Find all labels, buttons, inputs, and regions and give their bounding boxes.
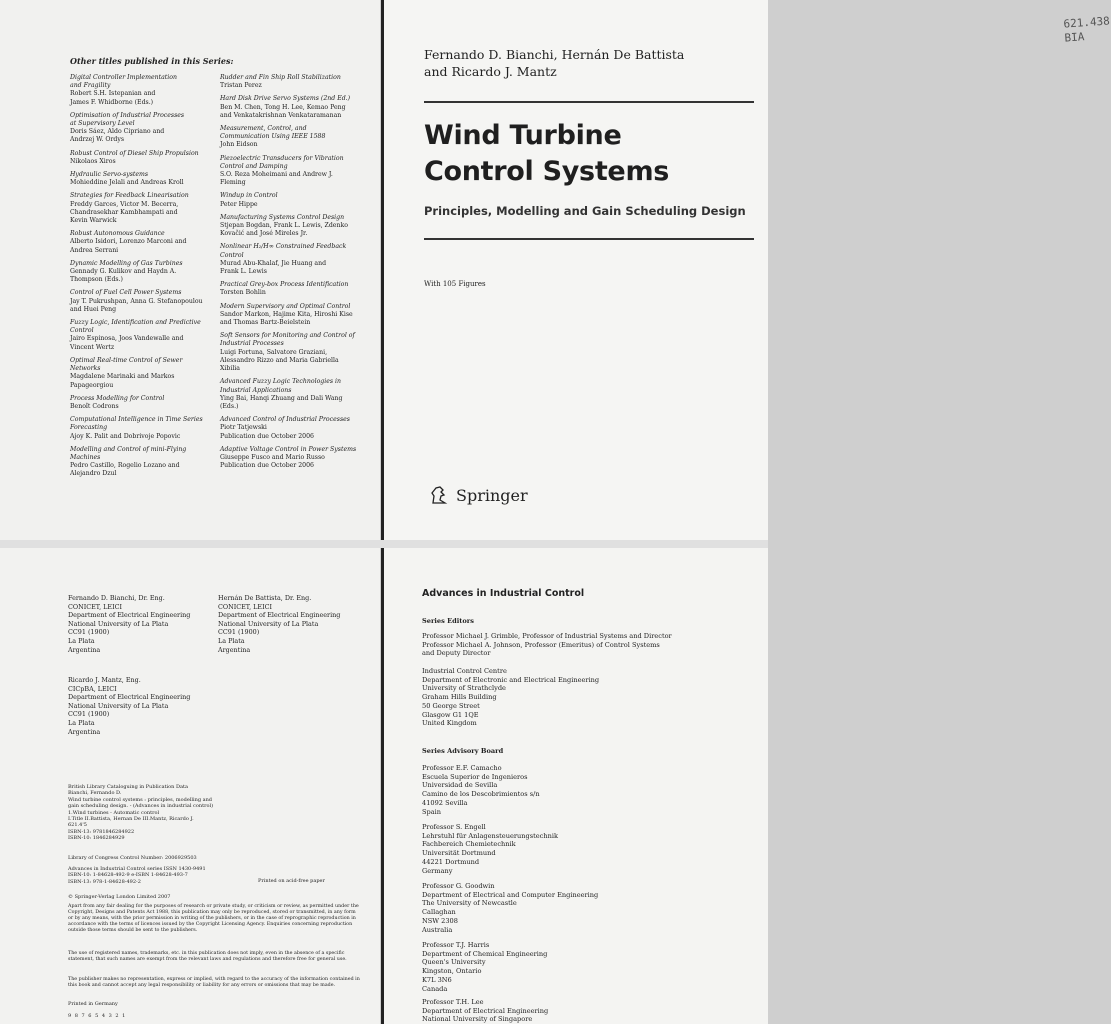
series-title-entry	[70, 357, 220, 390]
cip-line: 1.Wind turbines - Automatic control	[68, 809, 160, 816]
series-book-title: Soft Sensors for Monitoring and Control of	[220, 332, 355, 340]
address-line: Germany	[422, 866, 453, 875]
address-line: Professor S. Engell	[422, 823, 486, 831]
series-title-entry	[220, 125, 370, 150]
series-book-authors: Ajoy K. Palit and Dobrivoje Popovic	[70, 432, 181, 440]
series-book-title: Modelling and Control of mini-Flying	[70, 445, 187, 453]
series-editors-heading: Series Editors	[422, 617, 474, 625]
address-line: Glasgow G1 1QE	[422, 710, 479, 719]
legal-paragraph: The publisher makes no representation, express or implied, with regard to the accuracy of the information contained in this book and cannot accept any legal responsibility or liability for any errors or omissions that may be made.	[68, 977, 360, 988]
editor-line: Professor Michael J. Grimble, Professor of Industrial Systems and Director	[422, 632, 672, 640]
series-book-authors: Mohieddine Jelali and Andreas Kroll	[70, 179, 184, 187]
printed-in: Printed in Germany	[68, 1001, 118, 1007]
series-column-right	[220, 74, 370, 475]
series-title-entry	[70, 171, 220, 187]
cip-line: ISBN-10: 1846284929	[68, 835, 125, 842]
address-line: Ricardo J. Mantz, Eng.	[68, 676, 141, 684]
title-line: Control Systems	[424, 156, 670, 187]
series-book-authors: Ben M. Chen, Tong H. Lee, Kemao Peng	[220, 103, 346, 111]
address-line: CONICET, LEICI	[218, 602, 273, 611]
series-book-authors: and Thomas Bartz-Beielstein	[220, 319, 311, 327]
cip-line: gain scheduling design. - (Advances in industrial control)	[68, 803, 214, 810]
lc-control-number: Library of Congress Control Number: 2006929503	[68, 855, 197, 861]
figures-note: With 105 Figures	[424, 280, 486, 288]
series-title-entry	[70, 192, 220, 225]
address-line: Department of Electronic and Electrical Engineering	[422, 675, 600, 684]
series-book-title: Hard Disk Drive Servo Systems (2nd Ed.)	[220, 95, 351, 103]
address-line: La Plata	[68, 718, 95, 727]
editor-line: Professor Michael A. Johnson, Professor (Emeritus) of Control Systems	[422, 640, 660, 649]
series-book-authors: Gennady G. Kulikov and Haydn A.	[70, 268, 177, 276]
title-rule-bottom	[424, 238, 754, 240]
series-title-entry	[220, 243, 370, 276]
series-editors-list	[422, 632, 742, 658]
address-line: University of Strathclyde	[422, 684, 506, 693]
series-book-title: Dynamic Modelling of Gas Turbines	[70, 259, 183, 267]
series-book-authors: Benoît Codrons	[70, 402, 119, 410]
series-book-authors: Fleming	[220, 179, 246, 187]
series-title-entry	[70, 319, 220, 352]
series-title-entry	[220, 155, 370, 188]
address-line: Professor T.J. Harris	[422, 941, 490, 949]
series-book-title: Networks	[70, 365, 101, 373]
series-book-authors: Jay T. Pukrushpan, Anna G. Stefanopoulou	[70, 297, 203, 305]
series-book-authors: Chandrasekhar Kambhampati and	[70, 208, 178, 216]
advisory-board-heading: Series Advisory Board	[422, 747, 504, 755]
springer-knight-icon	[428, 484, 450, 506]
address-line: CONICET, LEICI	[68, 602, 123, 611]
address-line: Department of Electrical Engineering	[218, 611, 341, 620]
author-address-bianchi	[68, 594, 213, 654]
series-heading: Other titles published in this Series:	[70, 56, 234, 66]
series-book-title: Control and Damping	[220, 162, 288, 170]
series-book-authors: Kevin Warwick	[70, 217, 117, 225]
series-list-page	[0, 0, 380, 540]
address-line: National University of La Plata	[218, 619, 319, 628]
address-line: Argentina	[218, 645, 251, 654]
series-title-entry	[70, 416, 220, 441]
board-member	[422, 941, 742, 993]
series-book-title: Optimal Real-time Control of Sewer	[70, 356, 183, 364]
address-line: Universidad de Sevilla	[422, 781, 498, 790]
series-book-title: Advanced Fuzzy Logic Technologies in	[220, 378, 341, 386]
series-book-title: Manufacturing Systems Control Design	[220, 213, 345, 221]
series-book-title: Rudder and Fin Ship Roll Stabilization	[220, 74, 341, 81]
address-line: National University of La Plata	[68, 619, 169, 628]
shelfmark-line: BIA	[1064, 30, 1085, 45]
series-book-authors: Alejandro Dzul	[70, 470, 117, 478]
series-book-authors: Murad Abu-Khalaf, Jie Huang and	[220, 259, 327, 267]
series-title-entry	[220, 446, 370, 471]
address-line: La Plata	[218, 636, 245, 645]
copyright-line: © Springer-Verlag London Limited 2007	[68, 894, 171, 900]
series-book-title: at Supervisory Level	[70, 120, 135, 128]
series-title-entry	[70, 395, 220, 411]
series-book-authors: Peter Hippe	[220, 200, 258, 208]
address-line: Department of Electrical Engineering	[422, 1006, 549, 1015]
series-title-entry	[220, 332, 370, 373]
series-book-title: Robust Autonomous Guidance	[70, 230, 165, 238]
series-book-title: Modern Supervisory and Optimal Control	[220, 302, 351, 310]
series-title-entry	[220, 214, 370, 239]
address-line: NSW 2308	[422, 916, 458, 925]
address-line: La Plata	[68, 636, 95, 645]
address-line: Kingston, Ontario	[422, 967, 482, 976]
series-book-title: Control of Fuel Cell Power Systems	[70, 289, 182, 297]
series-book-title: Fuzzy Logic, Identification and Predictive	[70, 319, 201, 327]
address-line: Hernán De Battista, Dr. Eng.	[218, 594, 312, 602]
series-title-entry	[70, 230, 220, 255]
series-book-authors: Giuseppe Fusco and Mario Russo	[220, 453, 325, 461]
address-line: Graham Hills Building	[422, 693, 497, 702]
series-book-title: Computational Intelligence in Time Series	[70, 416, 203, 424]
series-book-title: Control	[220, 251, 244, 259]
series-book-authors: Andrea Serrani	[70, 246, 119, 254]
series-book-authors: Papageorgiou	[70, 381, 114, 389]
series-title-entry	[220, 281, 370, 297]
address-line: 44221 Dortmund	[422, 857, 480, 866]
series-book-authors: Freddy Garces, Victor M. Becerra,	[70, 200, 179, 208]
address-line: Spain	[422, 807, 442, 816]
series-name-heading: Advances in Industrial Control	[422, 588, 585, 599]
scan-separator	[0, 540, 768, 548]
series-book-authors: Nikolaos Xiros	[70, 157, 116, 165]
address-line: 41092 Sevilla	[422, 798, 468, 807]
series-title-entry	[220, 192, 370, 208]
series-book-title: Hydraulic Servo-systems	[70, 171, 149, 179]
address-line: Escuela Superior de Ingenieros	[422, 772, 528, 781]
series-book-authors: Torsten Bohlin	[220, 289, 266, 297]
address-line: United Kingdom	[422, 719, 477, 728]
series-title-entry	[220, 95, 370, 120]
series-book-title: Windup in Control	[220, 192, 278, 200]
series-book-authors: Ying Bai, Hanqi Zhuang and Dali Wang	[220, 394, 343, 402]
series-book-authors: Andrzej W. Ordys	[70, 136, 125, 144]
legal-paragraph: Apart from any fair dealing for the purposes of research or private study, or criticism or review, as permitted under the Copyright, Designs and Patents Act 1988, this publication may only be reproduced, stored or transmitted, in any form or by any means, with the prior permission in writing of the publishers, or in the case of reprographic reproduction in accordance with the terms of licences issued by the Copyright Licensing Agency. Enquiries concerning reproduction outside those terms should be sent to the publishers.	[68, 904, 359, 933]
cip-line: ISBN-13: 9781846284922	[68, 828, 135, 835]
board-member	[422, 764, 742, 816]
print-run: 9 8 7 6 5 4 3 2 1	[68, 1013, 127, 1019]
series-book-title: Control	[70, 327, 94, 335]
address-line: Professor E.F. Camacho	[422, 764, 502, 772]
book-title	[424, 118, 764, 190]
cip-line: British Library Cataloguing in Publication Data	[68, 784, 188, 790]
series-isbn-block	[68, 866, 218, 885]
series-book-authors: Thompson (Eds.)	[70, 276, 123, 284]
series-book-title: Measurement, Control, and	[220, 125, 307, 133]
series-book-authors: Publication due October 2006	[220, 432, 314, 440]
address-line: Fernando D. Bianchi, Dr. Eng.	[68, 594, 165, 602]
series-book-title: Industrial Applications	[220, 386, 292, 394]
title-rule-top	[424, 101, 754, 103]
series-column-left	[70, 74, 220, 484]
board-member	[422, 998, 742, 1024]
series-book-title: Industrial Processes	[220, 340, 284, 348]
series-title-entry	[220, 416, 370, 441]
board-member	[422, 882, 742, 934]
book-authors	[424, 46, 754, 80]
address-line: CC91 (1900)	[68, 710, 110, 719]
address-line: Universität Dortmund	[422, 849, 496, 858]
cip-line: Bianchi, Fernando D.	[68, 790, 122, 797]
series-book-authors: Sandor Markon, Hajime Kita, Hiroshi Kise	[220, 310, 353, 318]
series-book-authors: Frank L. Lewis	[220, 268, 267, 276]
series-book-title: Adaptive Voltage Control in Power Systems	[220, 445, 357, 453]
address-line: Camino de los Descobrimientos s/n	[422, 790, 540, 799]
legal-paragraph: The use of registered names, trademarks, etc. in this publication does not imply, even in the absence of a specific statement, that such names are exempt from the relevant laws and regulations and therefore free for general use.	[68, 951, 347, 962]
author-line: Fernando D. Bianchi, Hernán De Battista	[424, 47, 685, 62]
author-address-debattista	[218, 594, 368, 654]
address-line: CC91 (1900)	[68, 628, 110, 637]
address-line: The University of Newcastle	[422, 899, 517, 908]
series-book-authors: and Venkatakrishnan Venkataramanan	[220, 111, 342, 119]
series-book-authors: Piotr Tatjewski	[220, 424, 267, 432]
author-line: and Ricardo J. Mantz	[424, 64, 557, 79]
series-book-title: Nonlinear H₂/H∞ Constrained Feedback	[220, 243, 347, 251]
series-title-entry	[220, 378, 370, 411]
series-book-title: Digital Controller Implementation	[70, 74, 177, 81]
address-line: National University of La Plata	[68, 701, 169, 710]
address-line: Lehrstuhl für Anlagensteuerungstechnik	[422, 831, 558, 840]
address-line: CICpBA, LEICI	[68, 684, 117, 693]
title-page	[384, 0, 1111, 540]
address-line: Professor T.H. Lee	[422, 998, 484, 1006]
address-line: Department of Electrical and Computer Engineering	[422, 890, 599, 899]
address-line: K7L 3N6	[422, 975, 452, 984]
series-book-authors: Kovačić and José Mireles Jr.	[220, 230, 308, 238]
series-book-authors: Luigi Fortuna, Salvatore Graziani,	[220, 348, 328, 356]
address-line: Canada	[422, 984, 448, 993]
series-book-authors: Magdalene Marinaki and Markos	[70, 373, 175, 381]
address-line: Callaghan	[422, 908, 456, 917]
address-line: Professor G. Goodwin	[422, 882, 495, 890]
address-line: Department of Electrical Engineering	[68, 611, 191, 620]
address-line: CC91 (1900)	[218, 628, 260, 637]
isbn-line: ISBN-10: 1-84628-492-9 e-ISBN 1-84628-493-7	[68, 872, 188, 879]
series-title-entry	[70, 260, 220, 285]
acid-free-note: Printed on acid-free paper	[258, 878, 325, 884]
series-book-authors: Alberto Isidori, Lorenzo Marconi and	[70, 238, 187, 246]
cip-data	[68, 784, 268, 842]
series-book-authors: S.O. Reza Moheimani and Andrew J.	[220, 171, 333, 179]
address-line: 50 George Street	[422, 701, 480, 710]
series-book-title: Piezoelectric Transducers for Vibration	[220, 154, 344, 162]
series-title-entry	[70, 289, 220, 314]
address-line: Industrial Control Centre	[422, 667, 507, 675]
series-book-title: Robust Control of Diesel Ship Propulsion	[70, 149, 199, 157]
cip-line: 621.4'5	[68, 822, 87, 829]
control-centre-address	[422, 667, 742, 728]
editor-line: and Deputy Director	[422, 649, 491, 658]
series-title-entry	[70, 112, 220, 145]
series-book-authors: Alessandro Rizzo and Maria Gabriella	[220, 356, 339, 364]
address-line: Argentina	[68, 645, 101, 654]
isbn-line: ISBN-13: 978-1-84628-492-2	[68, 878, 141, 885]
handwritten-shelfmark	[1063, 14, 1111, 45]
series-book-title: Forecasting	[70, 424, 108, 432]
series-book-title: Process Modelling for Control	[70, 394, 165, 402]
book-subtitle: Principles, Modelling and Gain Scheduling Design	[424, 204, 746, 218]
series-book-authors: Stjepan Bogdan, Frank L. Lewis, Zdenko	[220, 222, 348, 230]
address-line: Argentina	[68, 727, 101, 736]
author-address-mantz	[68, 676, 268, 736]
series-book-authors: Tristan Perez	[220, 82, 262, 90]
series-book-title: and Fragility	[70, 82, 111, 90]
isbn-line: Advances in Industrial Control series ISSN 1430-9491	[68, 866, 206, 872]
series-book-authors: Doris Sáez, Aldo Cipriano and	[70, 128, 165, 136]
bottom-gutter	[381, 548, 384, 1024]
series-book-authors: Pedro Castillo, Rogelio Lozano and	[70, 462, 180, 470]
series-title-entry	[220, 74, 370, 90]
cip-line: I.Title II.Battista, Hernan De III.Mantz, Ricardo J.	[68, 816, 194, 823]
series-title-entry	[70, 74, 220, 107]
shelfmark-line: 621.438	[1063, 14, 1111, 31]
series-title-entry	[70, 446, 220, 479]
series-book-authors: (Eds.)	[220, 402, 239, 410]
address-line: Queen's University	[422, 958, 486, 967]
title-line: Wind Turbine	[424, 120, 622, 151]
series-book-authors: James F. Whidborne (Eds.)	[70, 98, 154, 106]
publisher-logo	[428, 484, 528, 506]
series-title-entry	[220, 303, 370, 328]
series-book-authors: Xibilia	[220, 365, 240, 373]
address-line: Fachbereich Chemietechnik	[422, 840, 516, 849]
address-line: Australia	[422, 925, 453, 934]
series-book-title: Optimisation of Industrial Processes	[70, 111, 185, 119]
address-line: Department of Chemical Engineering	[422, 949, 548, 958]
series-book-title: Machines	[70, 453, 101, 461]
series-book-authors: Vincent Wertz	[70, 343, 115, 351]
publisher-name: Springer	[456, 485, 528, 505]
series-book-title: Communication Using IEEE 1588	[220, 133, 326, 141]
series-book-title: Practical Grey-box Process Identification	[220, 281, 349, 289]
top-gutter	[381, 0, 384, 540]
series-title-entry	[70, 150, 220, 166]
series-book-authors: John Eidson	[220, 141, 258, 149]
series-book-authors: Jairo Espinosa, Joos Vandewalle and	[70, 335, 184, 343]
cip-line: Wind turbine control systems : principles, modelling and	[68, 796, 213, 803]
series-book-authors: Robert S.H. Istepanian and	[70, 90, 156, 98]
series-book-title: Advanced Control of Industrial Processes	[220, 416, 350, 424]
series-book-authors: Publication due October 2006	[220, 462, 314, 470]
address-line: National University of Singapore	[422, 1015, 533, 1024]
series-book-authors: and Huei Peng	[70, 305, 117, 313]
address-line: Department of Electrical Engineering	[68, 693, 191, 702]
board-member	[422, 823, 742, 875]
series-book-title: Strategies for Feedback Linearisation	[70, 192, 189, 200]
